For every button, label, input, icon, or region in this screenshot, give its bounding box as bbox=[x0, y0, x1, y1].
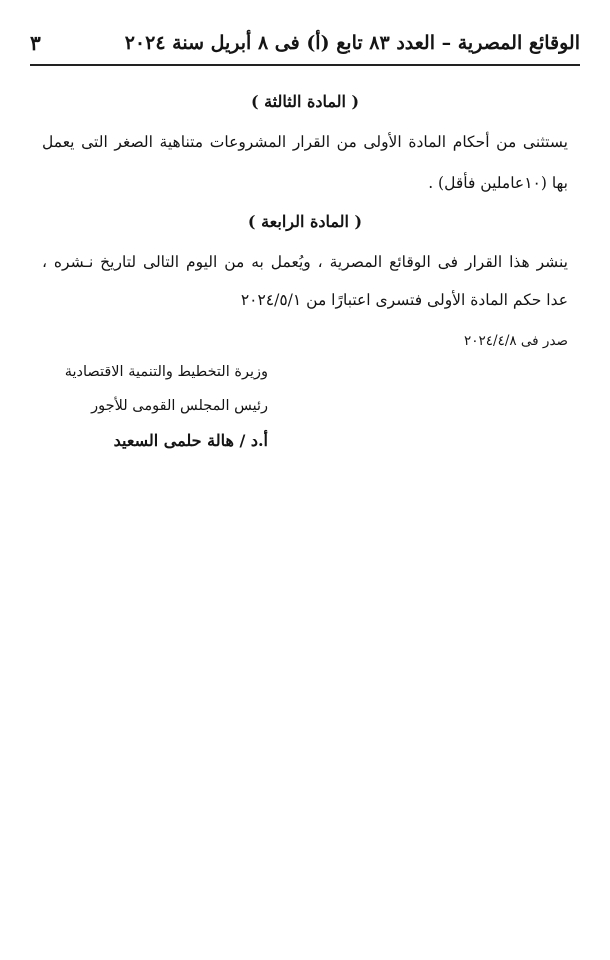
article-4-line-1: ينشر هذا القرار فى الوقائع المصرية ، ويُعمل به من اليوم التالى لتاريخ نـشره ، bbox=[42, 253, 568, 271]
header-rule bbox=[30, 64, 580, 66]
gazette-issue-title: الوقائع المصرية – العدد ٨٣ تابع (أ) فى ٨ أبريل سنة ٢٠٢٤ bbox=[124, 32, 580, 54]
article-3-heading: ( المادة الثالثة ) bbox=[250, 92, 360, 111]
signatory-title-council: رئيس المجلس القومى للأجور bbox=[91, 398, 268, 414]
page-number: ٣ bbox=[30, 31, 41, 55]
article-4-heading: ( المادة الرابعة ) bbox=[247, 212, 363, 231]
signatory-name: أ.د / هالة حلمى السعيد bbox=[113, 431, 268, 450]
article-4-line-2: عدا حكم المادة الأولى فتسرى اعتبارًا من ٢٠٢٤/٥/١ bbox=[240, 291, 568, 309]
issue-date: صدر فى ٢٠٢٤/٤/٨ bbox=[464, 333, 568, 349]
article-3-line-2: بها (١٠عاملين فأقل) . bbox=[428, 174, 568, 192]
article-3-line-1: يستثنى من أحكام المادة الأولى من القرار المشروعات متناهية الصغر التى يعمل bbox=[42, 133, 568, 151]
page-header bbox=[30, 26, 580, 60]
signatory-title-minister: وزيرة التخطيط والتنمية الاقتصادية bbox=[64, 364, 268, 380]
